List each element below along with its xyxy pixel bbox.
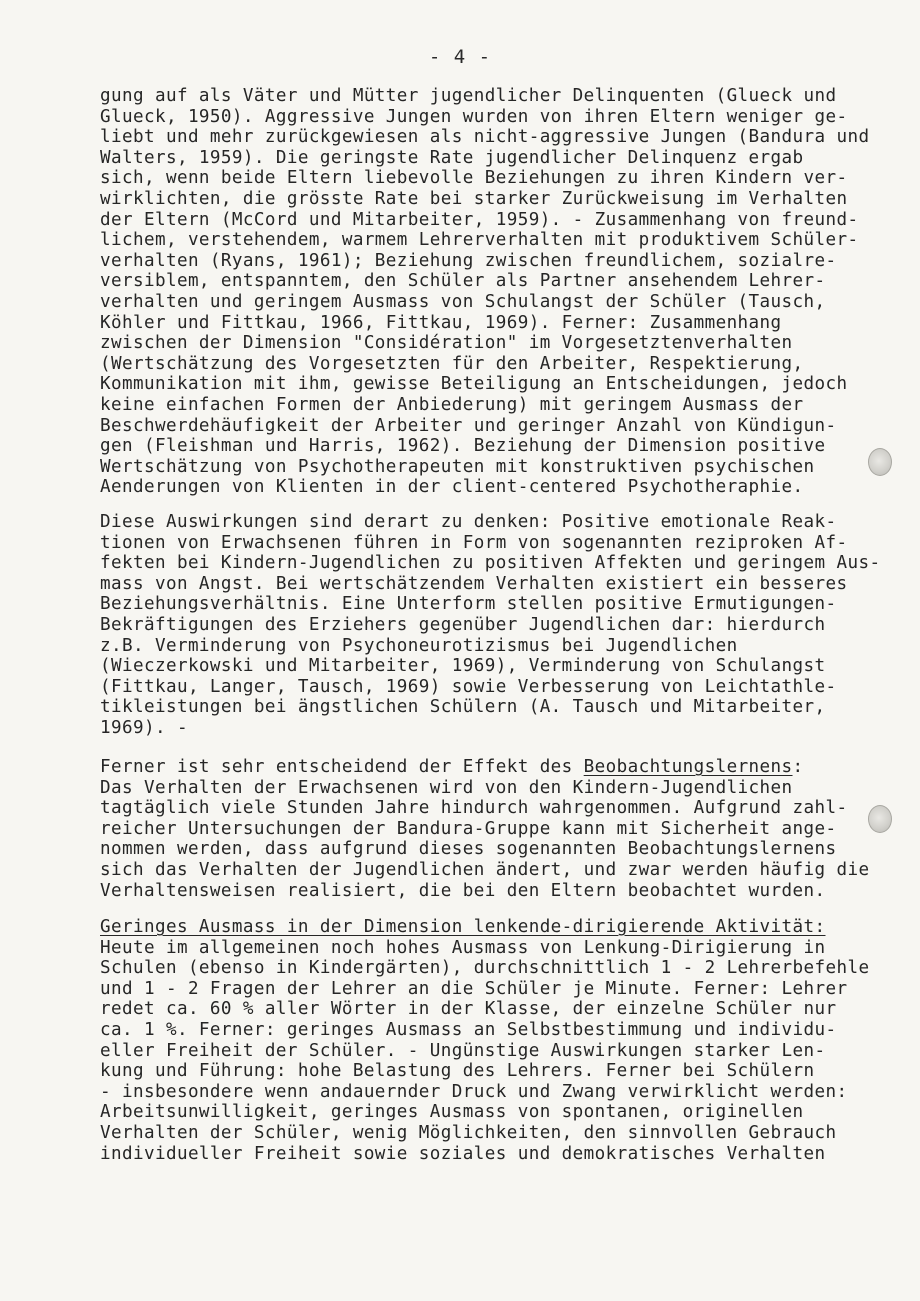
text-line: fekten bei Kindern-Jugendlichen zu positiven Affekten und geringem Aus- — [100, 553, 881, 574]
text-line: Beschwerdehäufigkeit der Arbeiter und geringer Anzahl von Kündigun- — [100, 415, 837, 436]
paragraph-3 — [100, 757, 880, 901]
text-line: Bekräftigungen des Erziehers gegenüber Jugendlichen dar: hierdurch — [100, 614, 826, 635]
text-line: Köhler und Fittkau, 1966, Fittkau, 1969). Ferner: Zusammenhang — [100, 312, 782, 333]
text-line: Kommunikation mit ihm, gewisse Beteiligung an Entscheidungen, jedoch — [100, 374, 848, 395]
text-line: tagtäglich viele Stunden Jahre hindurch wahrgenommen. Aufgrund zahl- — [100, 798, 848, 819]
text-line: Wertschätzung von Psychotherapeuten mit konstruktiven psychischen — [100, 456, 815, 477]
text-line: nommen werden, dass aufgrund dieses sogenannten Beobachtungslernens — [100, 839, 837, 860]
text-line: verhalten (Ryans, 1961); Beziehung zwischen freundlichem, sozialre- — [100, 250, 837, 271]
punch-hole-top — [868, 448, 892, 476]
text-line: wirklichten, die grösste Rate bei starker Zurückweisung im Verhalten — [100, 188, 848, 209]
text-line: individueller Freiheit sowie soziales und demokratisches Verhalten — [100, 1143, 826, 1164]
text-line: keine einfachen Formen der Anbiederung) mit geringem Ausmass der — [100, 394, 804, 415]
paragraph-3-lead: Ferner ist sehr entscheidend der Effekt des — [100, 757, 584, 777]
punch-hole-bottom — [868, 805, 892, 833]
text-line: zwischen der Dimension "Considération" im Vorgesetztenverhalten — [100, 333, 793, 354]
text-line: Arbeitsunwilligkeit, geringes Ausmass von spontanen, originellen — [100, 1102, 804, 1123]
paragraph-2 — [100, 512, 880, 739]
text-line: Glueck, 1950). Aggressive Jungen wurden von ihren Eltern weniger ge- — [100, 106, 848, 127]
text-line: redet ca. 60 % aller Wörter in der Klasse, der einzelne Schüler nur — [100, 999, 837, 1020]
page-number: - 4 - — [428, 46, 492, 68]
text-line: und 1 - 2 Fragen der Lehrer an die Schüler je Minute. Ferner: Lehrer — [100, 978, 848, 999]
text-line: (Wertschätzung des Vorgesetzten für den Arbeiter, Respektierung, — [100, 353, 804, 374]
text-line: Schulen (ebenso in Kindergärten), durchschnittlich 1 - 2 Lehrerbefehle — [100, 958, 870, 979]
text-line: (Wieczerkowski und Mitarbeiter, 1969), Verminderung von Schulangst — [100, 656, 826, 677]
text-line: gen (Fleishman und Harris, 1962). Beziehung der Dimension positive — [100, 436, 826, 457]
text-line: tikleistungen bei ängstlichen Schülern (A. Tausch und Mitarbeiter, — [100, 697, 826, 718]
text-line: kung und Führung: hohe Belastung des Lehrers. Ferner bei Schülern — [100, 1061, 815, 1082]
text-line: tionen von Erwachsenen führen in Form von sogenannten reziproken Af- — [100, 532, 848, 553]
text-line: ca. 1 %. Ferner: geringes Ausmass an Selbstbestimmung und individu- — [100, 1019, 837, 1040]
section-heading: Geringes Ausmass in der Dimension lenkende-dirigierende Aktivität: — [100, 917, 826, 937]
paragraph-4-body — [100, 938, 880, 1165]
text-line: Verhaltensweisen realisiert, die bei den Eltern beobachtet wurden. — [100, 880, 826, 901]
text-line: (Fittkau, Langer, Tausch, 1969) sowie Verbesserung von Leichtathle- — [100, 676, 837, 697]
text-line: Diese Auswirkungen sind derart zu denken: Positive emotionale Reak- — [100, 512, 837, 532]
text-line: - insbesondere wenn andauernder Druck und Zwang verwirklicht werden: — [100, 1081, 848, 1102]
paragraph-1 — [100, 86, 880, 498]
paragraph-3-body — [100, 778, 880, 902]
text-line: Heute im allgemeinen noch hohes Ausmass von Lenkung-Dirigierung in — [100, 937, 826, 958]
text-line: verhalten und geringem Ausmass von Schulangst der Schüler (Tausch, — [100, 291, 826, 312]
paragraph-3-lead-end: : — [792, 757, 804, 777]
text-line: Walters, 1959). Die geringste Rate jugendlicher Delinquenz ergab — [100, 147, 804, 168]
paragraph-4 — [100, 917, 880, 1164]
text-line: liebt und mehr zurückgewiesen als nicht-aggressive Jungen (Bandura und — [100, 127, 870, 148]
paragraph-3-lead-line — [100, 757, 880, 778]
text-line: der Eltern (McCord und Mitarbeiter, 1959). - Zusammenhang von freund- — [100, 209, 859, 230]
text-line: gung auf als Väter und Mütter jugendlicher Delinquenten (Glueck und — [100, 86, 837, 106]
text-line: 1969). - — [100, 717, 188, 738]
text-line: Beziehungsverhältnis. Eine Unterform stellen positive Ermutigungen- — [100, 594, 837, 615]
text-line: Aenderungen von Klienten in der client-centered Psychotheraphie. — [100, 477, 804, 498]
text-line: sich, wenn beide Eltern liebevolle Beziehungen zu ihren Kindern ver- — [100, 168, 848, 189]
text-line: sich das Verhalten der Jugendlichen ändert, und zwar werden häufig die — [100, 859, 870, 880]
text-line: reicher Untersuchungen der Bandura-Gruppe kann mit Sicherheit ange- — [100, 818, 837, 839]
beobachtungslernens-term: Beobachtungslernens — [583, 757, 793, 777]
text-line: Verhalten der Schüler, wenig Möglichkeiten, den sinnvollen Gebrauch — [100, 1122, 837, 1143]
text-line: mass von Angst. Bei wertschätzendem Verhalten existiert ein besseres — [100, 573, 848, 594]
text-line: z.B. Verminderung von Psychoneurotizismus bei Jugendlichen — [100, 635, 738, 656]
text-line: lichem, verstehendem, warmem Lehrerverhalten mit produktivem Schüler- — [100, 230, 859, 251]
text-line: Das Verhalten der Erwachsenen wird von den Kindern-Jugendlichen — [100, 777, 793, 798]
text-line: eller Freiheit der Schüler. - Ungünstige Auswirkungen starker Len- — [100, 1040, 826, 1061]
text-line: versiblem, entspanntem, den Schüler als Partner ansehendem Lehrer- — [100, 271, 826, 292]
